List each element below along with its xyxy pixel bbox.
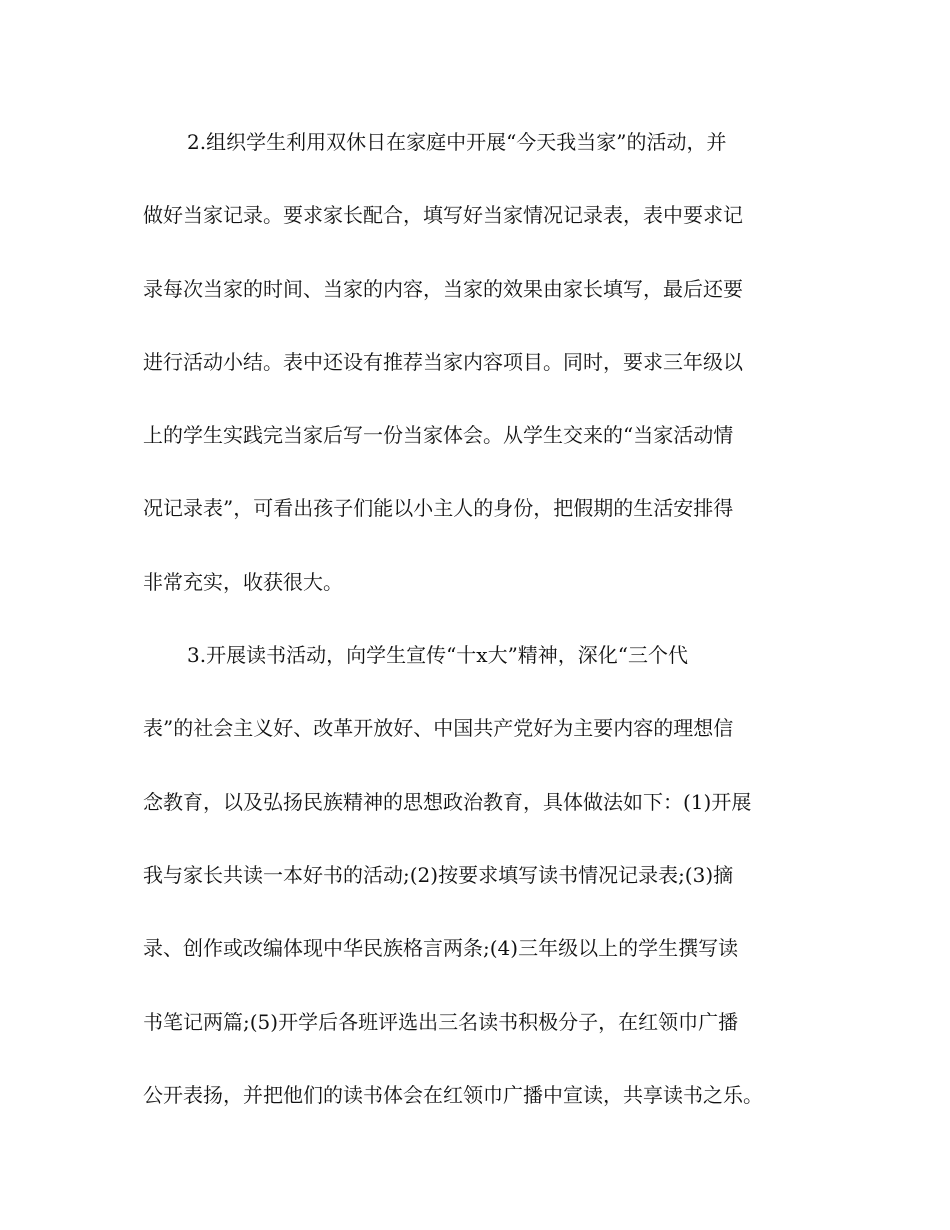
paragraph-2-line-1: 2.组织学生利用双休日在家庭中开展“今天我当家”的活动，并 <box>187 130 727 154</box>
document-body <box>143 116 808 1142</box>
paragraph-3-line-3: 念教育，以及弘扬民族精神的思想政治教育，具体做法如下：(1)开展 <box>143 789 752 814</box>
paragraph-3-line-4: 我与家长共读一本好书的活动;(2)按要求填写读书情况记录表;(3)摘 <box>143 862 734 887</box>
paragraph-3-line-2: 表”的社会主义好、改革开放好、中国共产党好为主要内容的理想信 <box>143 716 734 741</box>
paragraph-2-line-3: 录每次当家的时间、当家的内容，当家的效果由家长填写，最后还要 <box>143 276 743 301</box>
paragraph-2-line-6: 况记录表”，可看出孩子们能以小主人的身份，把假期的生活安排得 <box>143 496 734 521</box>
paragraph-2-line-7: 非常充实，收获很大。 <box>143 569 343 594</box>
paragraph-2-line-4: 进行活动小结。表中还设有推荐当家内容项目。同时，要求三年级以 <box>143 349 743 374</box>
paragraph-3-line-6: 书笔记两篇;(5)开学后各班评选出三名读书积极分子，在红领巾广播 <box>143 1009 739 1034</box>
paragraph-3-line-1: 3.开展读书活动，向学生宣传“十x大”精神，深化“三个代 <box>187 643 689 668</box>
paragraph-3-line-7: 公开表扬，并把他们的读书体会在红领巾广播中宣读，共享读书之乐。 <box>143 1082 763 1107</box>
paragraph-2-line-2: 做好当家记录。要求家长配合，填写好当家情况记录表，表中要求记 <box>143 203 743 228</box>
paragraph-3-line-5: 录、创作或改编体现中华民族格言两条;(4)三年级以上的学生撰写读 <box>143 936 739 961</box>
paragraph-2-line-5: 上的学生实践完当家后写一份当家体会。从学生交来的“当家活动情 <box>143 423 734 448</box>
